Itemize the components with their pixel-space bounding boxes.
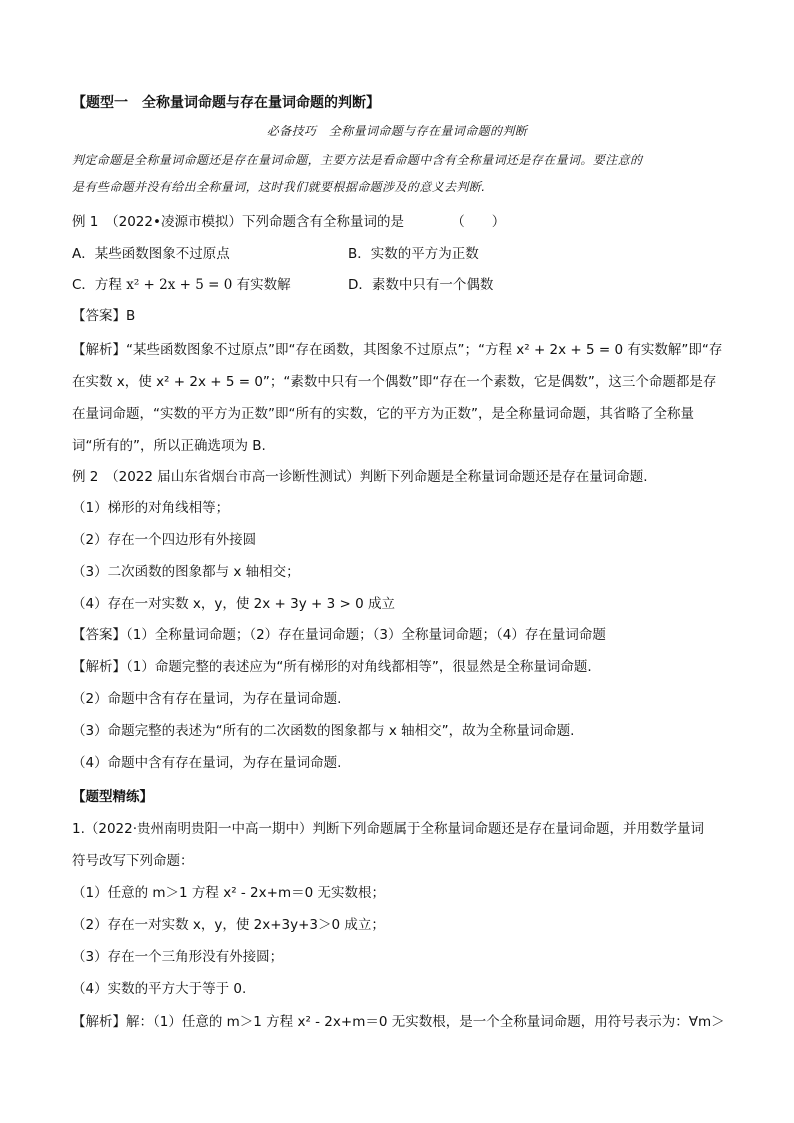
example1-analysis-line-4: 词“所有的”，所以正确选项为 B. bbox=[72, 438, 266, 454]
example2-answer: 【答案】（1）全称量词命题；（2）存在量词命题；（3）全称量词命题；（4）存在量词命题 bbox=[72, 627, 606, 643]
practice-item-2: （2）存在一对实数 x，y，使 2x+3y+3＞0 成立； bbox=[72, 917, 385, 933]
section-title: 【题型一 全称量词命题与存在量词命题的判断】 bbox=[72, 95, 380, 111]
option-c-suffix: 有实数解 bbox=[232, 277, 291, 293]
technique-title: 必备技巧 全称量词命题与存在量词命题的判断 bbox=[266, 124, 528, 138]
technique-line-1: 判定命题是全称量词命题还是存在量词命题，主要方法是看命题中含有全称量词还是存在量词。要注意的 bbox=[72, 153, 643, 167]
practice-item-4: （4）实数的平方大于等于 0. bbox=[72, 981, 247, 997]
example1-analysis-line-3: 在量词命题，“实数的平方为正数”即“所有的实数，它的平方为正数”，是全称量词命题，其省略了全称量 bbox=[72, 406, 694, 422]
example1-option-d: D．素数中只有一个偶数 bbox=[348, 277, 494, 293]
example1-analysis-line-1: 【解析】“某些函数图象不过原点”即“存在函数，其图象不过原点”；“方程 x² + 2x + 5 = 0 有实数解”即“存 bbox=[72, 342, 723, 358]
example2-analysis-line-4: （4）命题中含有存在量词，为存在量词命题. bbox=[72, 755, 342, 771]
example2-item-4: （4）存在一对实数 x，y，使 2x + 3y + 3 > 0 成立 bbox=[72, 596, 395, 612]
example2-analysis-line-2: （2）命题中含有存在量词，为存在量词命题. bbox=[72, 691, 342, 707]
example2-analysis-line-3: （3）命题完整的表述为“所有的二次函数的图象都与 x 轴相交”，故为全称量词命题. bbox=[72, 723, 575, 739]
example1-option-a: A．某些函数图象不过原点 bbox=[72, 246, 230, 262]
example1-option-b: B．实数的平方为正数 bbox=[348, 246, 479, 262]
option-c-equation: x² + 2x + 5 = 0 bbox=[126, 277, 233, 293]
option-c-prefix: C．方程 bbox=[72, 277, 127, 293]
practice-item-1: （1）任意的 m＞1 方程 x² - 2x+m＝0 无实数根； bbox=[72, 885, 385, 901]
practice-item-3: （3）存在一个三角形没有外接圆； bbox=[72, 949, 284, 965]
example2-stem: 例 2 （2022 届山东省烟台市高一诊断性测试）判断下列命题是全称量词命题还是存在量词命题. bbox=[72, 469, 648, 485]
practice-q1-line-2: 符号改写下列命题： bbox=[72, 853, 194, 869]
example1-answer: 【答案】B bbox=[72, 308, 136, 324]
technique-line-2: 是有些命题并没有给出全称量词，这时我们就要根据命题涉及的意义去判断. bbox=[72, 180, 486, 194]
example2-item-3: （3）二次函数的图象都与 x 轴相交； bbox=[72, 564, 300, 580]
example2-item-2: （2）存在一个四边形有外接圆 bbox=[72, 532, 257, 548]
practice-analysis: 【解析】解：（1）任意的 m＞1 方程 x² - 2x+m＝0 无实数根，是一个全称量词命题，用符号表示为：∀m＞ bbox=[72, 1014, 725, 1030]
example1-analysis-line-2: 在实数 x，使 x² + 2x + 5 = 0”；“素数中只有一个偶数”即“存在一个素数，它是偶数”，这三个命题都是存 bbox=[72, 374, 717, 390]
example1-option-c bbox=[72, 276, 291, 294]
practice-q1-line-1: 1.（2022·贵州南明贵阳一中高一期中）判断下列命题属于全称量词命题还是存在量词命题，并用数学量词 bbox=[72, 821, 705, 837]
example1-stem: 例 1 （2022•凌源市模拟）下列命题含有全称量词的是 （ ） bbox=[72, 214, 506, 230]
example2-analysis-line-1: 【解析】（1）命题完整的表述应为“所有梯形的对角线都相等”，很显然是全称量词命题. bbox=[72, 659, 592, 675]
example2-item-1: （1）梯形的对角线相等； bbox=[72, 500, 230, 516]
practice-title: 【题型精练】 bbox=[72, 789, 153, 805]
